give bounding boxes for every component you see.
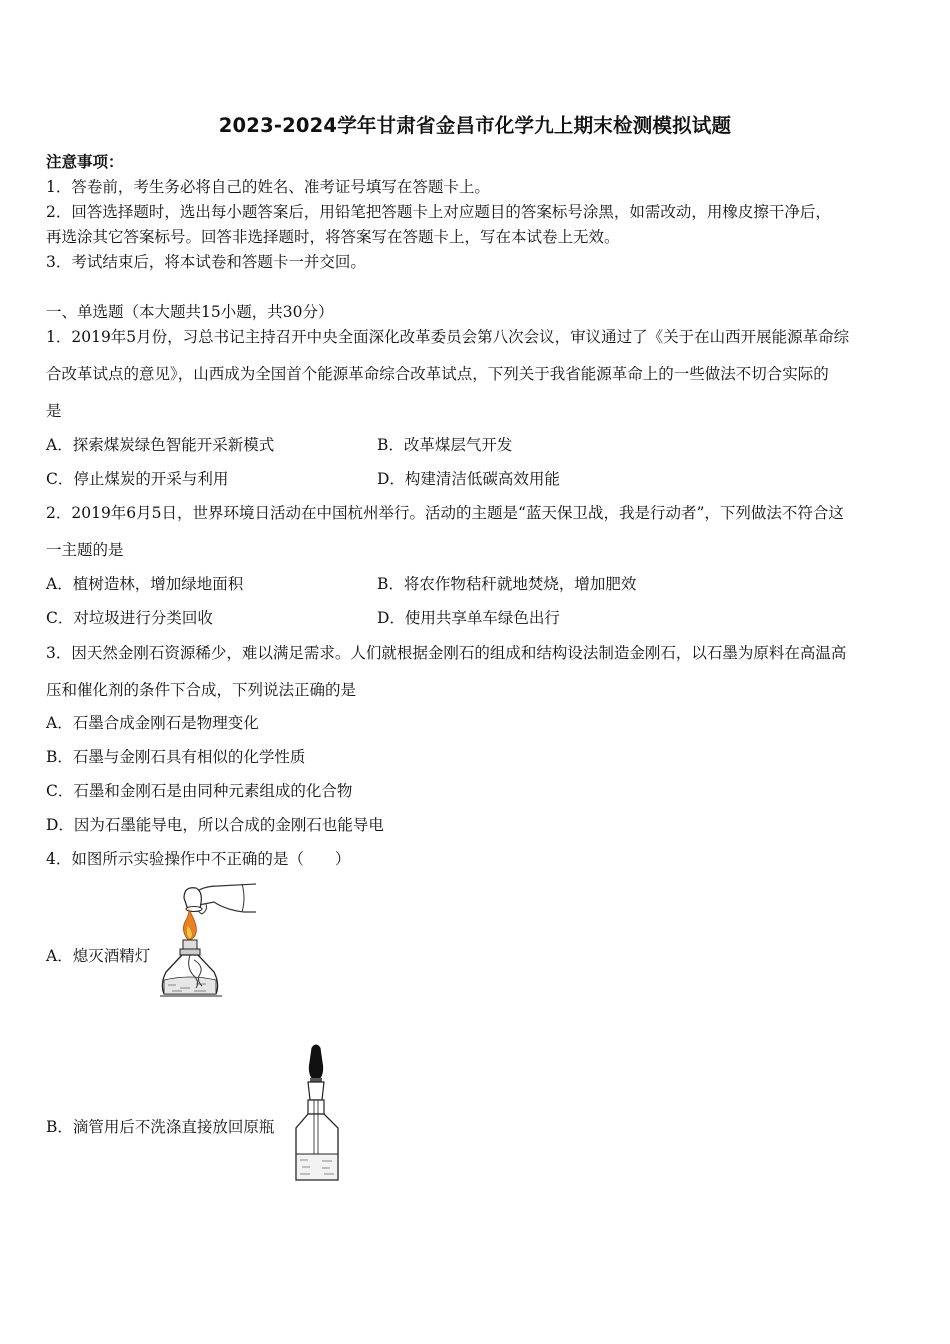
question-4-option-a: A．熄灭酒精灯 <box>46 947 151 965</box>
question-2-option-a: A．植树造林，增加绿地面积 <box>46 575 244 593</box>
section-heading: 一、单选题（本大题共15小题，共30分） <box>46 303 334 321</box>
question-3-option-c: C．石墨和金刚石是由同种元素组成的化合物 <box>46 782 353 800</box>
question-3-option-d: D．因为石墨能导电，所以合成的金刚石也能导电 <box>46 816 384 834</box>
question-1-text: 1．2019年5月份，习总书记主持召开中央全面深化改革委员会第八次会议，审议通过了《关于在山西开展能源革命综 <box>46 328 850 346</box>
notice-item: 再选涂其它答案标号。回答非选择题时，将答案写在答题卡上，写在本试卷上无效。 <box>46 228 620 246</box>
question-3-text: 3．因天然金刚石资源稀少，难以满足需求。人们就根据金刚石的组成和结构设法制造金刚石，以石墨为原料在高温高 <box>46 644 847 662</box>
question-2-text: 2．2019年6月5日，世界环境日活动在中国杭州举行。活动的主题是“蓝天保卫战，我是行动者”，下列做法不符合这 <box>46 504 844 522</box>
question-1-option-c: C．停止煤炭的开采与利用 <box>46 470 229 488</box>
notice-heading: 注意事项： <box>46 152 124 171</box>
question-4-option-b: B．滴管用后不洗涤直接放回原瓶 <box>46 1118 275 1136</box>
question-1-text: 合改革试点的意见》，山西成为全国首个能源革命综合改革试点，下列关于我省能源革命上的一些做法不切合实际的 <box>46 365 829 383</box>
notice-item: 1．答卷前，考生务必将自己的姓名、准考证号填写在答题卡上。 <box>46 178 490 196</box>
notice-item: 2．回答选择题时，选出每小题答案后，用铅笔把答题卡上对应题目的答案标号涂黑，如需改动，用橡皮擦干净后， <box>46 203 831 221</box>
question-3-text: 压和催化剂的条件下合成，下列说法正确的是 <box>46 681 357 699</box>
question-1-option-d: D．构建清洁低碳高效用能 <box>377 470 560 488</box>
question-2-option-b: B．将农作物秸秆就地焚烧，增加肥效 <box>377 575 637 593</box>
question-1-text: 是 <box>46 402 62 420</box>
question-2-text: 一主题的是 <box>46 541 124 559</box>
question-4-text: 4．如图所示实验操作中不正确的是（ ） <box>46 850 351 868</box>
alcohol-lamp-figure <box>156 880 262 1002</box>
question-2-option-c: C．对垃圾进行分类回收 <box>46 609 213 627</box>
question-3-option-b: B．石墨与金刚石具有相似的化学性质 <box>46 748 306 766</box>
question-3-option-a: A．石墨合成金刚石是物理变化 <box>46 714 259 732</box>
question-2-option-d: D．使用共享单车绿色出行 <box>377 609 560 627</box>
notice-item: 3．考试结束后，将本试卷和答题卡一并交回。 <box>46 253 366 271</box>
dropper-bottle-figure <box>290 1042 346 1188</box>
page-title: 2023-2024学年甘肃省金昌市化学九上期末检测模拟试题 <box>218 114 732 137</box>
question-1-option-b: B．改革煤层气开发 <box>377 436 513 454</box>
question-1-option-a: A．探索煤炭绿色智能开采新模式 <box>46 436 275 454</box>
